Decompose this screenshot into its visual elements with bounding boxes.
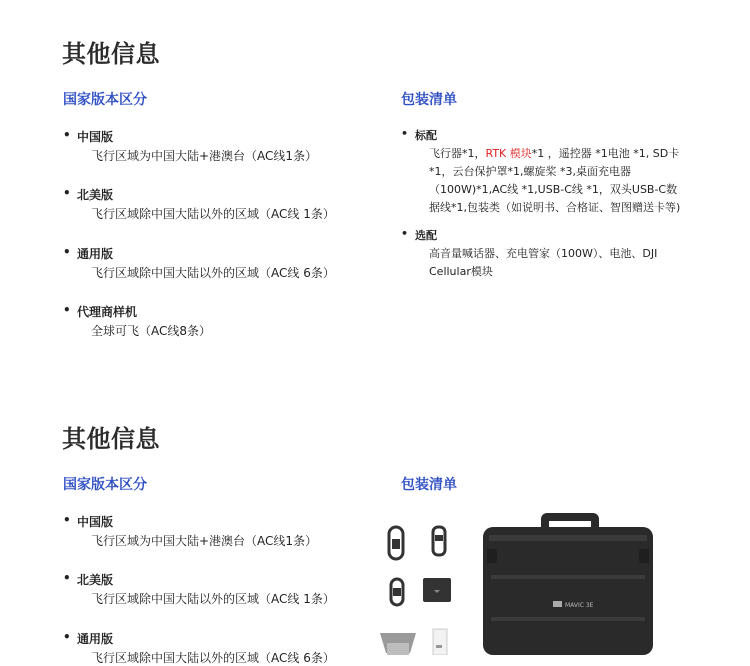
- version-desc: 飞行区域除中国大陆以外的区域（AC线 6条）: [91, 651, 335, 665]
- optional-line: 高音量喊话器、充电管家（100W）、电池、DJI: [429, 247, 658, 260]
- package-heading: 包装清单: [401, 477, 457, 493]
- version-name: 中国版: [77, 130, 114, 144]
- optional-label: 选配: [415, 229, 437, 242]
- version-desc: 飞行区域除中国大陆以外的区域（AC线 1条）: [91, 592, 335, 606]
- manual-icon: [433, 629, 447, 655]
- version-name: 北美版: [77, 573, 114, 587]
- package-optional: • 选配 高音量喊话器、充电管家（100W）、电池、DJI Cellular模块: [401, 227, 658, 278]
- standard-label: 标配: [415, 129, 437, 142]
- version-desc: 飞行区域为中国大陆+港澳台（AC线1条）: [91, 149, 318, 163]
- usb-c-cable-icon: [389, 527, 403, 559]
- info-block-1: 其他信息 国家版本区分 包装清单 • 中国版 飞行区域为中国大陆+港澳台（AC线1条） • 北美版 飞行区域除中国大陆以外的区域（AC线 1条） • 通用版 飞行区域除中国大陆以外的区域（AC线 6条） • 代理商样机 全球可飞（AC线8条） • 标配 飞行器*1，RTK 模块*1 ，遥控器 *1电池 *1, SD卡 *1，云台保护罩*1,螺旋桨 *3,桌面充电器 （100W)*1,AC线 *1,USB-C线 *1，双头USB-C数 据线*1,包装类（如说明书、合格证、智图赠送卡等) • 选配 高音量喊话器、充电管家（100W）、电池、DJI Cellular模块: [0, 0, 750, 380]
- version-heading: 国家版本区分: [63, 92, 147, 108]
- section-title: 其他信息: [62, 40, 160, 68]
- package-contents-illustration: [375, 505, 675, 655]
- package-standard: • 标配 飞行器*1，RTK 模块*1 ，遥控器 *1电池 *1, SD卡 *1，云台保护罩*1,螺旋桨 *3,桌面充电器 （100W)*1,AC线 *1,USB-C线 *1，双头USB-C数 据线*1,包装类（如说明书、合格证、智图赠送卡等): [401, 127, 681, 214]
- version-desc: 飞行区域除中国大陆以外的区域（AC线 6条）: [91, 266, 335, 280]
- version-name: 代理商样机: [77, 305, 138, 319]
- package-contents-image: [375, 505, 675, 655]
- standard-line: 飞行器*1，RTK 模块*1 ，遥控器 *1电池 *1, SD卡: [429, 147, 680, 160]
- info-block-2: 其他信息 国家版本区分 包装清单 • 中国版 飞行区域为中国大陆+港澳台（AC线1条） • 北美版 飞行区域除中国大陆以外的区域（AC线 1条） • 通用版 飞行区域除中国大陆以外的区域（AC线 6条） MAVIC 3E: [0, 385, 750, 655]
- package-heading: 包装清单: [401, 92, 457, 108]
- version-name: 中国版: [77, 515, 114, 529]
- standard-line: （100W)*1,AC线 *1,USB-C线 *1，双头USB-C数: [429, 183, 678, 196]
- version-name: 北美版: [77, 188, 114, 202]
- rtk-module-highlight: RTK 模块: [485, 147, 532, 160]
- version-heading: 国家版本区分: [63, 477, 147, 493]
- version-name: 通用版: [77, 247, 114, 261]
- version-desc: 飞行区域为中国大陆+港澳台（AC线1条）: [91, 534, 318, 548]
- version-name: 通用版: [77, 632, 114, 646]
- version-desc: 全球可飞（AC线8条）: [91, 324, 212, 338]
- standard-line: 据线*1,包装类（如说明书、合格证、智图赠送卡等): [429, 201, 681, 214]
- dual-usb-c-cable-icon: [433, 527, 445, 555]
- optional-line: Cellular模块: [429, 265, 493, 278]
- case-brand-label: MAVIC 3E: [565, 602, 594, 609]
- ac-cable-icon: [391, 579, 403, 605]
- desktop-charger-icon: [423, 578, 451, 602]
- standard-line: *1，云台保护罩*1,螺旋桨 *3,桌面充电器: [429, 165, 631, 178]
- version-desc: 飞行区域除中国大陆以外的区域（AC线 1条）: [91, 207, 335, 221]
- remote-controller-icon: [380, 633, 416, 655]
- hard-case-icon: [483, 513, 653, 655]
- section-title: 其他信息: [62, 425, 160, 453]
